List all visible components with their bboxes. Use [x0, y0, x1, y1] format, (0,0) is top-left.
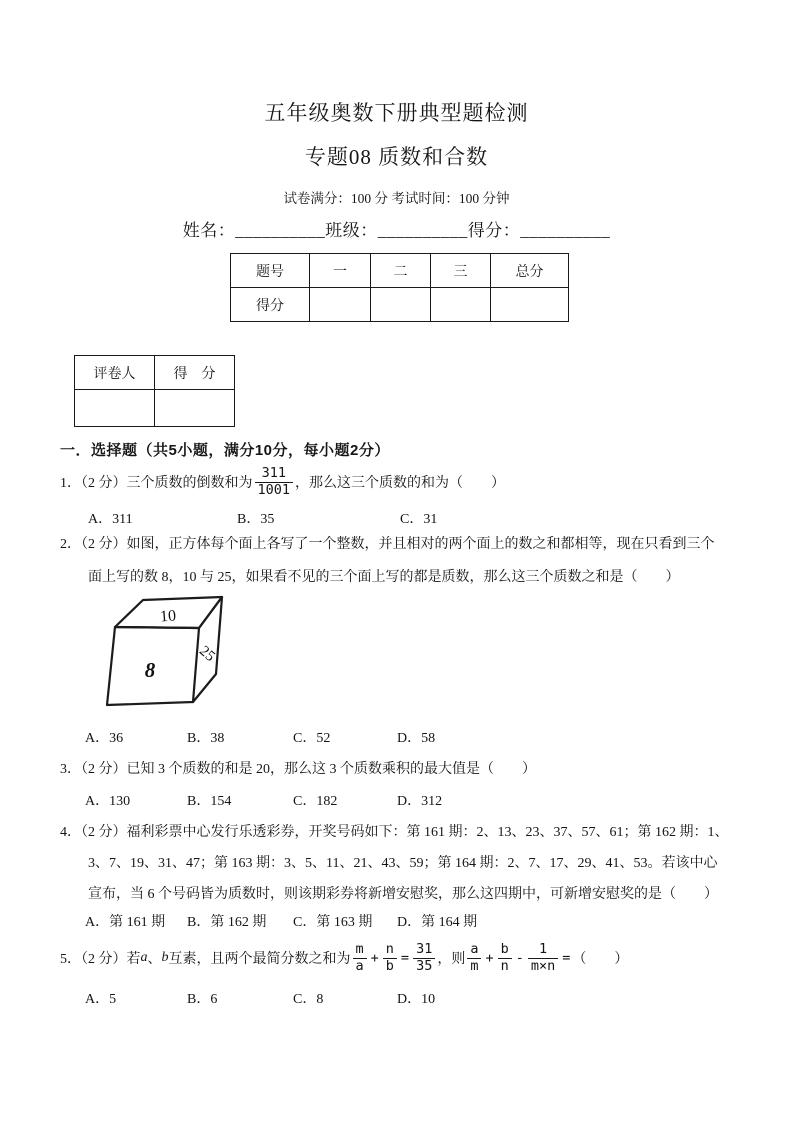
- q5-plus1: +: [370, 950, 379, 966]
- q5-lead: 5．（2 分）若: [60, 952, 141, 967]
- q5-fraction-n-b: [383, 942, 397, 974]
- q5-mid: 互素，且两个最简分数之和为: [168, 952, 351, 967]
- q1-option-a: A．311: [88, 512, 133, 527]
- q1-fraction: [255, 466, 294, 498]
- header-cell-total: 总分: [491, 254, 569, 288]
- score-cell-part3: [431, 288, 491, 322]
- score-summary-table: [230, 253, 569, 322]
- question-5-options: [60, 988, 760, 1008]
- q4-option-b: B．第 162 期: [187, 915, 267, 930]
- q5-option-c: C．8: [293, 992, 324, 1007]
- q1-lead: 1．（2 分）三个质数的倒数和为: [60, 476, 253, 491]
- q4-option-d: D．第 164 期: [397, 915, 478, 930]
- question-4-line2: 3、7、19、31、47；第 163 期：3、5、11、21、43、59；第 164 期：2、7、17、29、41、53。若该中心: [88, 856, 718, 871]
- score-cell-total: [491, 288, 569, 322]
- q5-answer-paren: （ ）: [572, 952, 629, 967]
- question-4-line1: 4．（2 分）福利彩票中心发行乐透彩券，开奖号码如下：第 161 期：2、13、23、37、57、61；第 162 期：1、: [60, 825, 729, 840]
- question-2-options: [60, 727, 760, 747]
- q1-option-b: B．35: [237, 512, 275, 527]
- question-1-text: [60, 462, 505, 502]
- q5-equals1: =: [400, 950, 410, 966]
- grader-name-cell: [75, 390, 155, 427]
- name-class-score-line: 姓名：__________班级：__________得分：__________: [182, 221, 611, 240]
- q1-option-c: C．31: [400, 512, 438, 527]
- question-4-line3: 宣布，当 6 个号码皆为质数时，则该期彩券将新增安慰奖，那么这四期中，可新增安慰奖的是（ ）: [88, 887, 718, 902]
- q5-var-a: a: [140, 950, 148, 965]
- section1-heading: 一．选择题（共5小题，满分10分，每小题2分）: [60, 442, 390, 459]
- q5-f6-denominator: m×n: [528, 958, 558, 975]
- question-2-line2: 面上写的数 8，10 与 25，如果看不见的三个面上写的都是质数，那么这三个质数之和是（ ）: [88, 570, 680, 585]
- q5-f2-numerator: n: [385, 940, 394, 957]
- q5-f2-denominator: b: [383, 958, 397, 975]
- cube-side-label: 25: [196, 643, 218, 665]
- q2-option-a: A．36: [85, 731, 124, 746]
- q3-option-a: A．130: [85, 794, 131, 809]
- table-row: [75, 390, 235, 427]
- table-row: [75, 356, 235, 390]
- exam-info: 试卷满分：100 分 考试时间：100 分钟: [283, 191, 510, 206]
- q5-then: ，则: [437, 952, 466, 967]
- page-title: 五年级奥数下册典型题检测: [264, 101, 529, 125]
- q5-fraction-31-35: [413, 942, 435, 974]
- q5-equals2: =: [562, 950, 571, 966]
- q5-fraction-1-mn: [528, 942, 558, 974]
- q5-fraction-b-n: [498, 942, 512, 974]
- score-cell-part1: [310, 288, 371, 322]
- q1-tail: ，那么这三个质数的和为（ ）: [295, 476, 506, 491]
- q5-f5-denominator: n: [498, 958, 512, 975]
- grader-table: [74, 355, 235, 427]
- q5-fraction-a-m: [467, 942, 481, 974]
- table-row: [231, 288, 569, 322]
- q2-option-d: D．58: [397, 731, 436, 746]
- q5-option-d: D．10: [397, 992, 436, 1007]
- q5-plus2: +: [485, 950, 494, 966]
- q5-f5-numerator: b: [500, 940, 509, 957]
- q5-comma: 、: [147, 952, 162, 967]
- grader-score-cell: [155, 390, 235, 427]
- q5-f4-denominator: m: [467, 958, 481, 975]
- question-5-text: [60, 936, 628, 980]
- q5-f1-denominator: a: [353, 958, 367, 975]
- question-1-options: [60, 508, 760, 528]
- question-4-options: [60, 911, 760, 931]
- q1-fraction-numerator: 311: [261, 464, 286, 481]
- header-cell-question-no: 题号: [231, 254, 310, 288]
- q3-option-d: D．312: [397, 794, 443, 809]
- q5-f1-numerator: m: [355, 940, 364, 957]
- q5-option-a: A．5: [85, 992, 117, 1007]
- score-cell-part2: [371, 288, 431, 322]
- q1-fraction-denominator: 1001: [255, 482, 294, 499]
- q5-f4-numerator: a: [470, 940, 479, 957]
- grader-score-label-cell: 得 分: [155, 356, 235, 390]
- q5-var-b: b: [161, 950, 169, 965]
- table-row: [231, 254, 569, 288]
- q5-minus: -: [515, 950, 524, 966]
- q5-fraction-m-a: [353, 942, 367, 974]
- q5-option-b: B．6: [187, 992, 218, 1007]
- q5-f3-numerator: 31: [416, 940, 433, 957]
- q5-f6-numerator: 1: [539, 940, 548, 957]
- question-2-line1: 2．（2 分）如图，正方体每个面上各写了一个整数，并且相对的两个面上的数之和都相等，现在只看到三个: [60, 537, 715, 552]
- q4-option-c: C．第 163 期: [293, 915, 373, 930]
- q4-option-a: A．第 161 期: [85, 915, 166, 930]
- q3-option-c: C．182: [293, 794, 338, 809]
- q3-option-b: B．154: [187, 794, 232, 809]
- cube-figure: [95, 594, 310, 720]
- question-3-options: [60, 790, 760, 810]
- cube-top-label: 10: [159, 607, 177, 626]
- q2-option-b: B．38: [187, 731, 225, 746]
- grader-label-cell: 评卷人: [75, 356, 155, 390]
- header-cell-part2: 二: [371, 254, 431, 288]
- q5-f3-denominator: 35: [413, 958, 435, 975]
- q2-option-c: C．52: [293, 731, 331, 746]
- page-subtitle: 专题08 质数和合数: [304, 145, 489, 169]
- cube-front-label: 8: [144, 658, 156, 682]
- question-3-line1: 3．（2 分）已知 3 个质数的和是 20，那么这 3 个质数乘积的最大值是（ ）: [60, 762, 536, 777]
- header-cell-part1: 一: [310, 254, 371, 288]
- score-row-label: 得分: [231, 288, 310, 322]
- header-cell-part3: 三: [431, 254, 491, 288]
